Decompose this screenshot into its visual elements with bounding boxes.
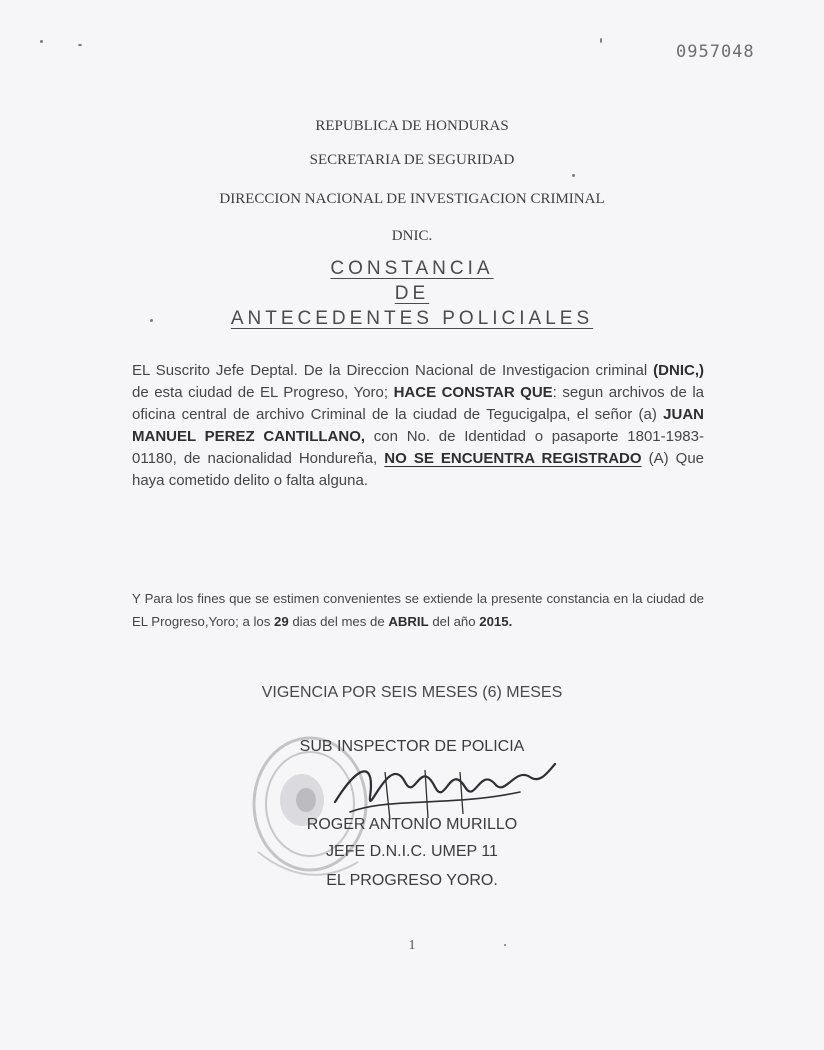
title-de [0,283,824,305]
serial-number: 0957048 [676,42,755,62]
body-paragraph-2 [132,587,704,633]
p1-no-registrado: NO SE ENCUENTRA REGISTRADO [384,450,642,467]
p1-text-c: : segun archivos de la oficina central de archivo Criminal de la ciudad de Tegucigalpa, el señor (a) [132,384,704,423]
p1-text-a: EL Suscrito Jefe Deptal. De la Direccion Nacional de Investigacion criminal [132,362,654,379]
validity-line: VIGENCIA POR SEIS MESES (6) MESES [261,684,563,701]
header-republic: REPUBLICA DE HONDURAS [315,118,509,134]
speck [40,40,43,43]
p2-text-b: dias del mes de [288,614,389,629]
title-line3: ANTECEDENTES POLICIALES [230,308,594,329]
speck [78,44,82,46]
p2-month: ABRIL [388,614,429,629]
signer-place: EL PROGRESO YORO. [326,872,498,889]
header-secretaria: SECRETARIA DE SEGURIDAD [309,152,515,168]
p1-dnic: (DNIC,) [653,362,704,379]
p2-year: 2015. [479,614,513,629]
p2-text-c: del año [428,614,480,629]
p1-text-d: con No. de Identidad o pasaporte 1801-1983-01180, de nacionalidad Hondureña, [132,428,704,467]
title-constancia [0,258,824,280]
header-dnic: DNIC. [391,228,433,244]
title-line1: CONSTANCIA [330,258,494,279]
p2-text-a: Y Para los fines que se estimen convenientes se extiende la presente constancia en la ciudad de EL Progreso,Yoro; a los [132,591,704,629]
speck [600,38,602,43]
p1-text-e: (A) Que haya cometido delito o falta alguna. [132,450,705,489]
signer-name: ROGER ANTONIO MURILLO [306,816,518,833]
signer-rank: SUB INSPECTOR DE POLICIA [299,738,525,755]
p2-day: 29 [273,614,289,629]
p1-text-b: de esta ciudad de EL Progreso, Yoro; [132,384,394,401]
body-paragraph-1 [132,360,704,492]
p1-hace-constar: HACE CONSTAR QUE [393,384,553,401]
title-antecedentes [0,308,824,330]
speck [572,174,575,177]
signer-title: JEFE D.N.I.C. UMEP 11 [326,843,498,860]
header-direccion: DIRECCION NACIONAL DE INVESTIGACION CRIMINAL [219,191,605,207]
title-line2: DE [394,283,430,304]
page-number: 1 [408,938,416,953]
p1-person-name: JUAN MANUEL PEREZ CANTILLANO, [132,406,704,445]
